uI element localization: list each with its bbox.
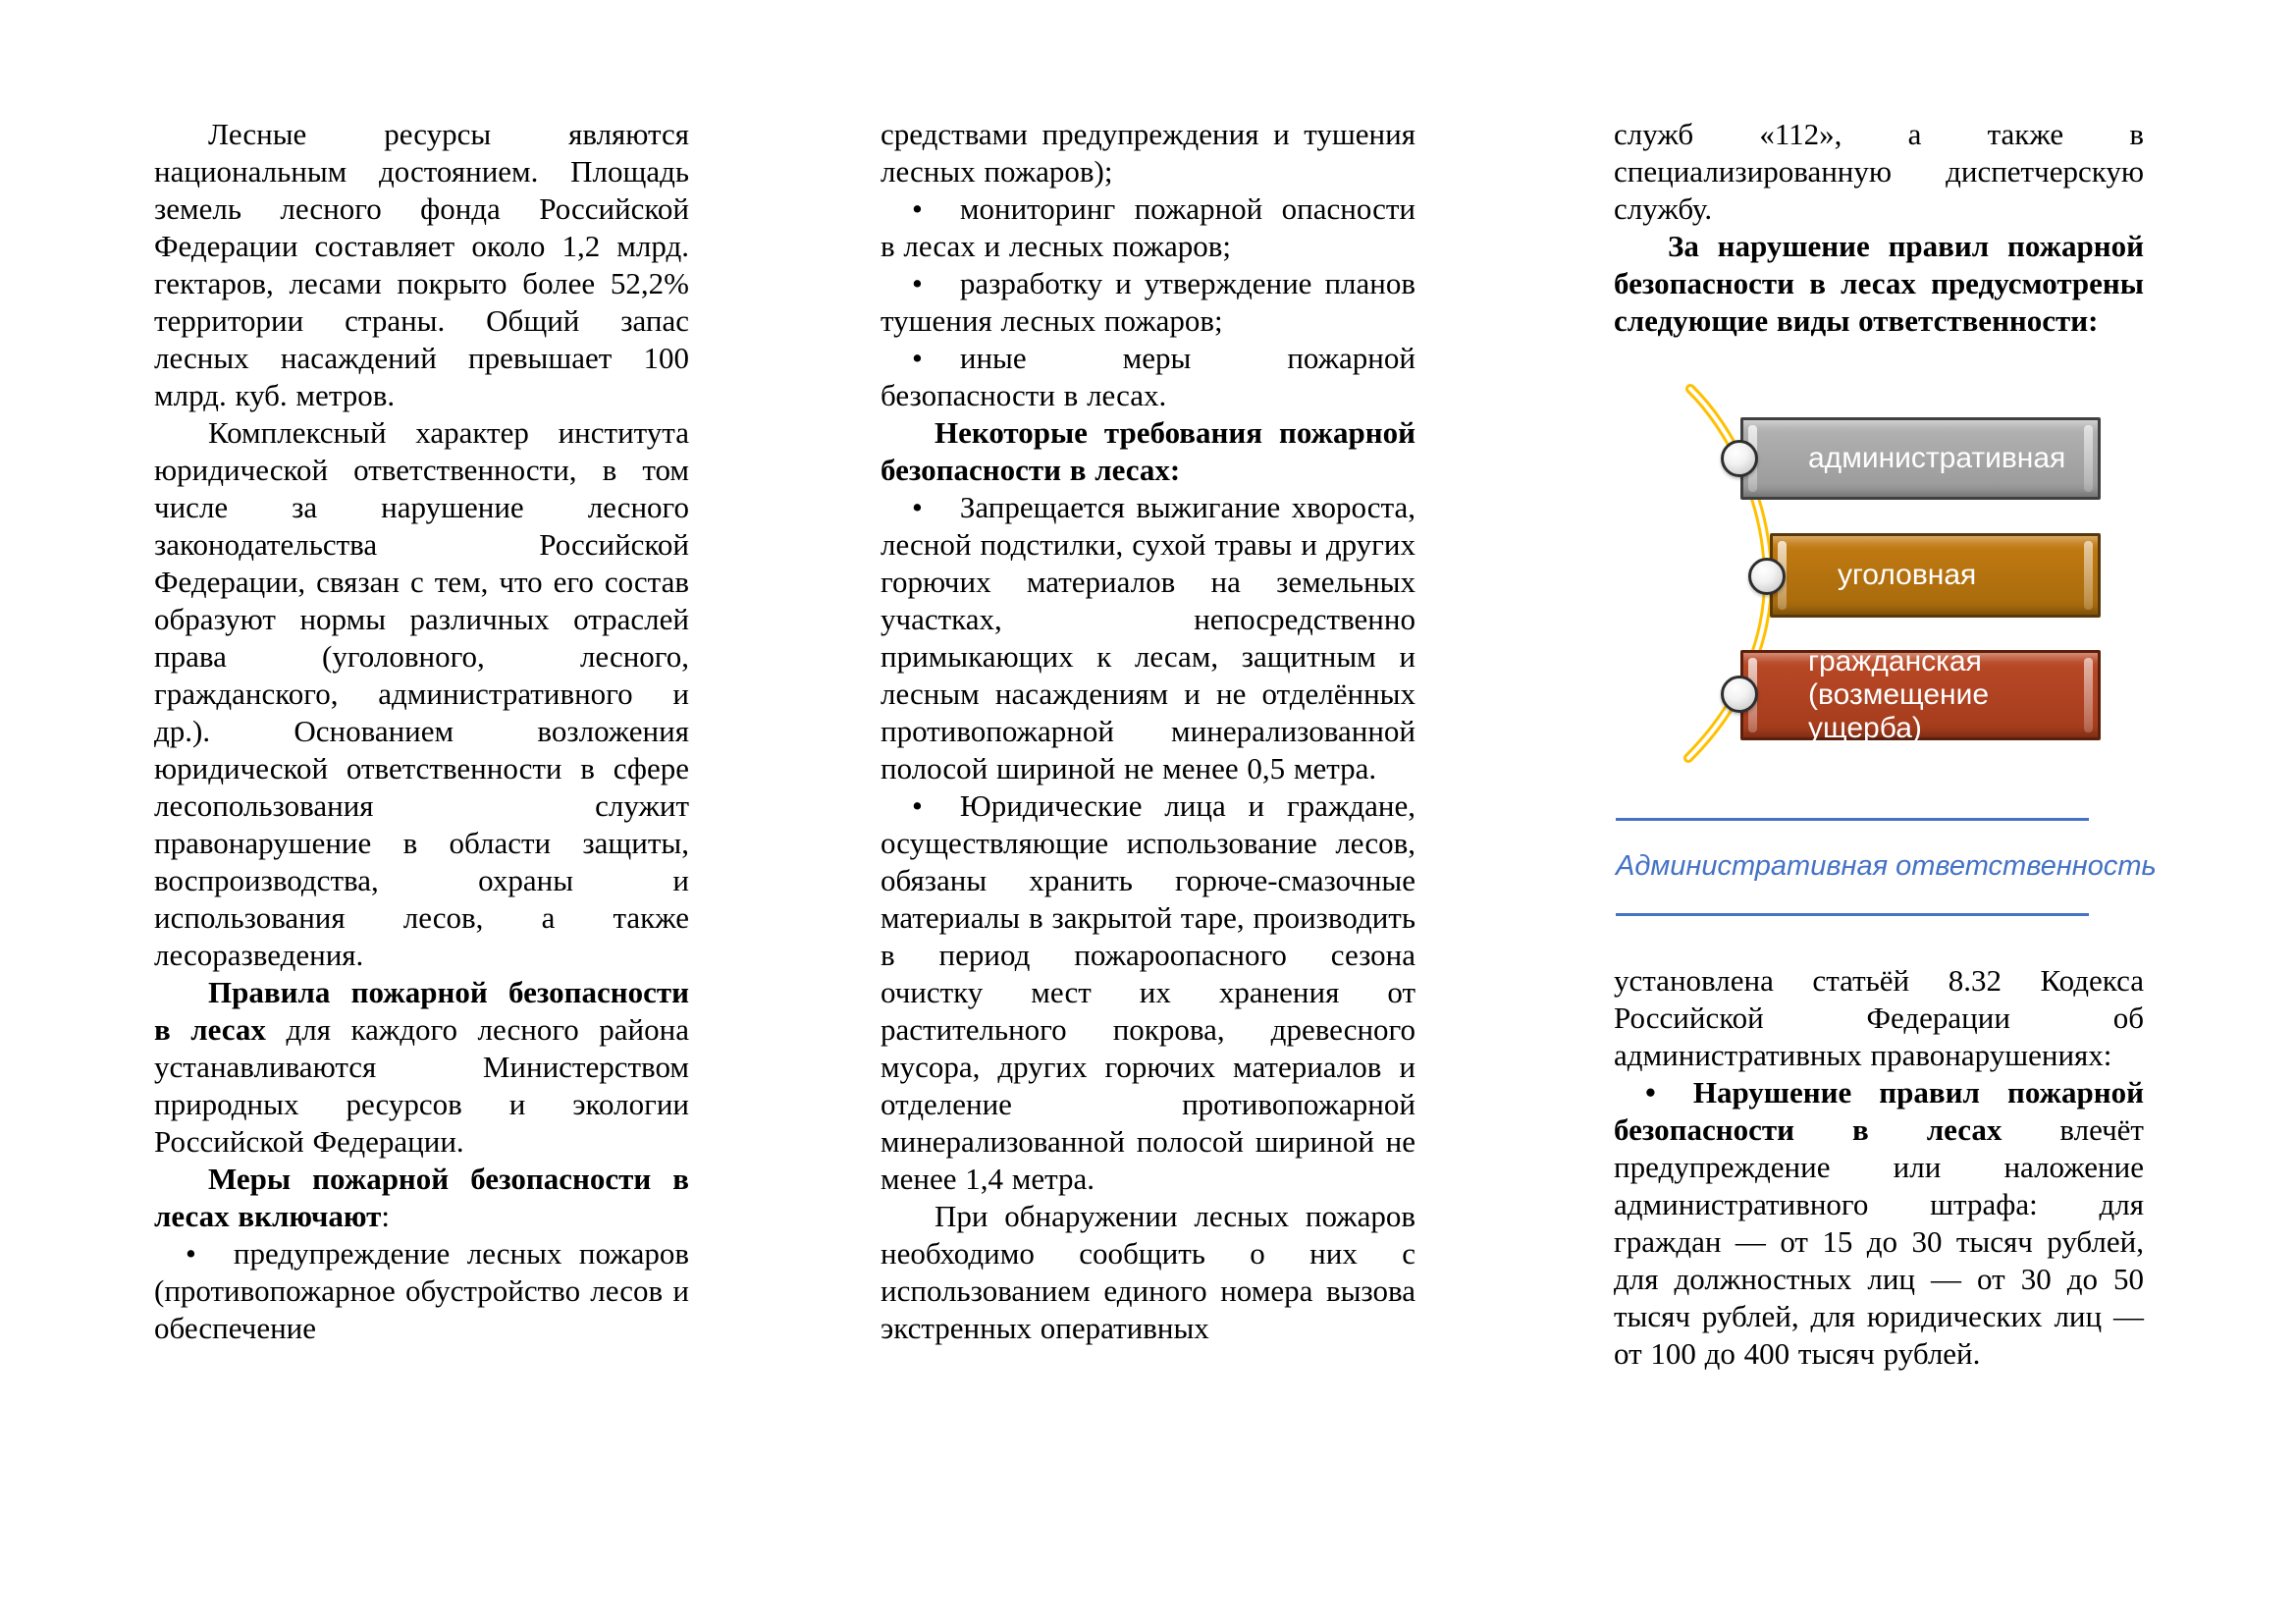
text-run: Нарушение правил пожарной безопасности в лесах xyxy=(1614,1075,2144,1147)
bullet-marker: • xyxy=(912,191,923,226)
paragraph xyxy=(154,974,689,1161)
column-right-bottom xyxy=(1614,962,2144,1373)
bullet-marker: • xyxy=(912,266,923,300)
paragraph xyxy=(154,1235,689,1347)
section-heading-block xyxy=(1616,818,2157,916)
paragraph xyxy=(1614,1074,2144,1373)
column-center xyxy=(881,116,1415,1347)
bullet-marker: • xyxy=(912,341,923,375)
responsibility-diagram xyxy=(1610,373,2179,795)
paragraph xyxy=(1614,116,2144,228)
text-run: Меры пожарной безопасности в лесах включают xyxy=(154,1162,689,1233)
diagram-box-civil xyxy=(1740,645,2101,744)
bullet-marker: • xyxy=(1645,1075,1656,1110)
column-left xyxy=(154,116,689,1347)
bullet-marker: • xyxy=(912,490,923,524)
text-run: Юридические лица и граждане, осуществляющие использование лесов, обязаны хранить горюче-смазочные материалы в закрытой таре, производить в период пожароопасного сезона очистку мест их хранения от растительного покрова, древесного мусора, других горючих материалов и отделение противопожарной минерализованной полосой шириной не менее 1,4 метра. xyxy=(881,788,1415,1196)
text-run: иные меры пожарной безопасности в лесах. xyxy=(881,341,1415,412)
paragraph xyxy=(881,116,1415,190)
diagram-box-label: уголовная xyxy=(1838,559,1977,591)
section-heading: Административная ответственность xyxy=(1616,850,2157,882)
text-run: Запрещается выжигание хвороста, лесной подстилки, сухой травы и других горючих материалов на земельных участках, непосредственно примыкающих к лесам, защитным и лесным насаждениям и не отделённых противопожарной минерализованной полосой шириной не менее 0,5 метра. xyxy=(881,490,1415,785)
bullet-marker: • xyxy=(912,788,923,823)
paragraph xyxy=(881,190,1415,265)
paragraph xyxy=(154,414,689,974)
text-run: средствами предупреждения и тушения лесных пожаров); xyxy=(881,117,1415,189)
paragraph xyxy=(154,1161,689,1235)
text-run: : xyxy=(381,1199,391,1233)
text-run: Правила пожарной безопасности в лесах xyxy=(154,975,689,1047)
diagram-box-administrative xyxy=(1740,417,2101,500)
text-run: При обнаружении лесных пожаров необходимо сообщить о них с использованием единого номера вызова экстренных оперативных xyxy=(881,1199,1415,1345)
paragraph xyxy=(881,489,1415,787)
paragraph xyxy=(881,787,1415,1198)
diagram-box-label: гражданская (возмещение ущерба) xyxy=(1808,645,1990,744)
connector-node xyxy=(1748,558,1786,595)
paragraph xyxy=(154,116,689,414)
text-run: установлена статьёй 8.32 Кодекса Российской Федерации об административных правонарушениях: xyxy=(1614,963,2144,1072)
text-run: служб «112», а также в специализированную диспетчерскую службу. xyxy=(1614,117,2144,226)
paragraph xyxy=(1614,962,2144,1074)
diagram-box-criminal xyxy=(1770,533,2101,618)
text-run: Некоторые требования пожарной безопасности в лесах: xyxy=(881,415,1415,487)
text-run: Лесные ресурсы являются национальным достоянием. Площадь земель лесного фонда Российской Федерации составляет около 1,2 млрд. гектаров, лесами покрыто более 52,2% территории страны. Общий запас лесных насаждений превышает 100 млрд. куб. метров. xyxy=(154,117,689,412)
paragraph xyxy=(881,265,1415,340)
paragraph xyxy=(881,1198,1415,1347)
column-right-top xyxy=(1614,116,2144,340)
text-run: для каждого лесного района устанавливаются Министерством природных ресурсов и экологии Российской Федерации. xyxy=(154,1012,689,1159)
text-run: предупреждение лесных пожаров (противопожарное обустройство лесов и обеспечение xyxy=(154,1236,689,1345)
paragraph xyxy=(881,414,1415,489)
bullet-marker: • xyxy=(186,1236,196,1271)
text-run: влечёт предупреждение или наложение административного штрафа: для граждан — от 15 до 30 тысяч рублей, для должностных лиц — от 30 до 50 тысяч рублей, для юридических лиц — от 100 до 400 тысяч рублей. xyxy=(1614,1112,2144,1371)
paragraph xyxy=(1614,228,2144,340)
text-run: За нарушение правил пожарной безопасности в лесах предусмотрены следующие виды ответственности: xyxy=(1614,229,2144,338)
text-run: разработку и утверждение планов тушения лесных пожаров; xyxy=(881,266,1415,338)
connector-node xyxy=(1721,676,1758,713)
text-run: Комплексный характер института юридической ответственности, в том числе за нарушение лесного законодательства Российской Федерации, связан с тем, что его состав образуют нормы различных отраслей права (уголовного, лесного, гражданского, административного и др.). Основанием возложения юридической ответственности в сфере лесопользования служит правонарушение в области защиты, воспроизводства, охраны и использования лесов, а также лесоразведения. xyxy=(154,415,689,972)
diagram-box-label: административная xyxy=(1808,442,2066,474)
paragraph xyxy=(881,340,1415,414)
text-run: мониторинг пожарной опасности в лесах и лесных пожаров; xyxy=(881,191,1415,263)
connector-node xyxy=(1721,440,1758,477)
